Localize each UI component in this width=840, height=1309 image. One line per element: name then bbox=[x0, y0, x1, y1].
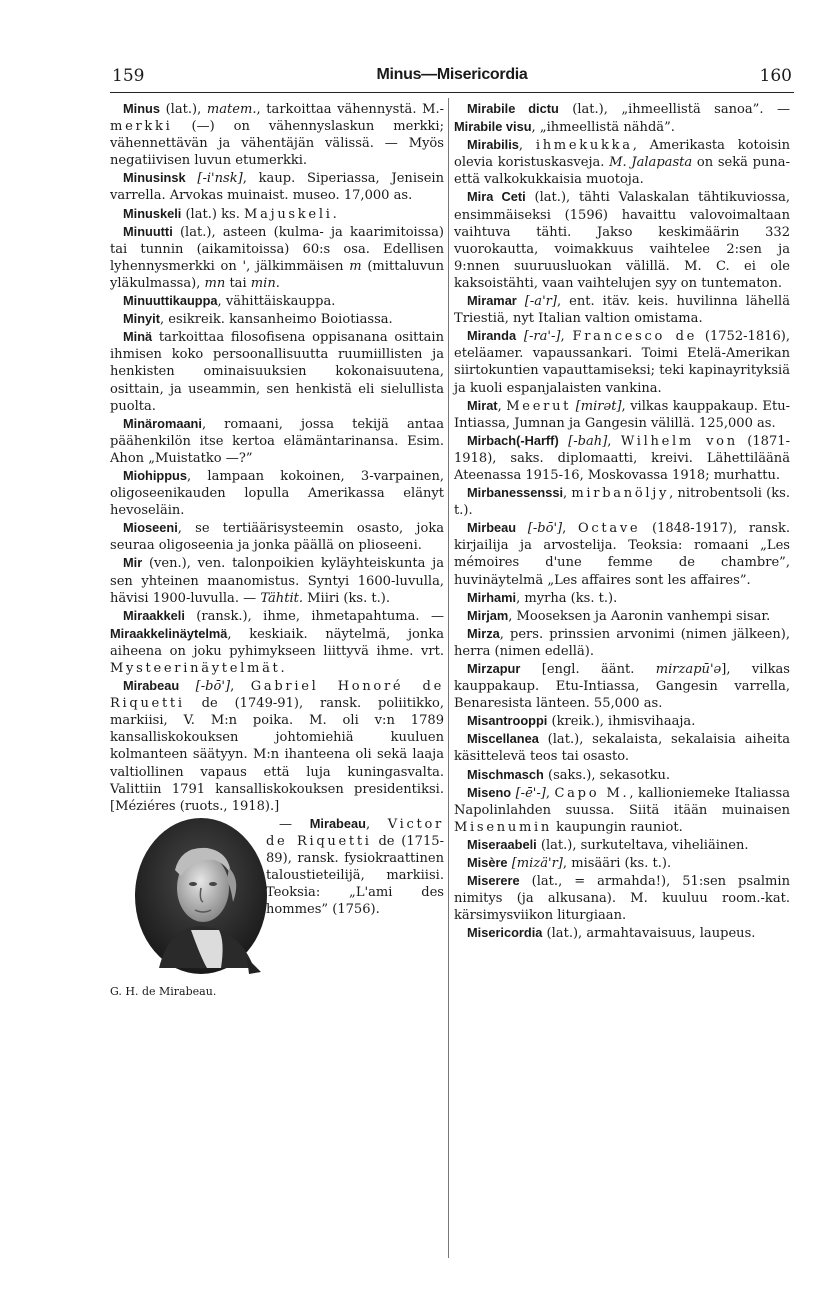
entry-miseraabeli: Miseraabeli (lat.), surkuteltava, viheliäinen. bbox=[467, 836, 749, 853]
page-number-right: 160 bbox=[759, 66, 792, 86]
entry-mirzapur: Mirzapur [engl. äänt. mirzapū'ə], vilkas kauppakaup. Etu-Intiassa, Gangesin varrella, Benaresista länteen. 55,000 as. bbox=[454, 661, 790, 712]
entry-mirbanessenssi: Mirbanessenssi, mirbanöljy, nitrobentsoli (ks. t.). bbox=[454, 485, 790, 519]
entry-miraakkeli: Miraakkeli (ransk.), ihme, ihmetapahtuma. — Miraakkelinäytelmä, keskiaik. näytelmä, jonka aiheena on joku pyhimykseen liittyvä ihme. vrt. Mysteerinäytelmät. bbox=[110, 607, 444, 676]
entry-miscellanea: Miscellanea (lat.), sekalaista, sekalaisia aiheita käsittelevä teos tai osasto. bbox=[454, 731, 790, 765]
entry-mir: Mir (ven.), ven. talonpoikien kyläyhteiskunta ja sen yhteinen maanomistus. Syntyi 1600-luvulla, hävisi 1900-luvulla. — Tähtit. Miiri (ks. t.). bbox=[110, 555, 444, 606]
entry-mira-ceti: Mira Ceti (lat.), tähti Valaskalan tähtikuviossa, ensimmäiseksi (1596) havaittu valovoimaltaan vaihtuva tähti. Jakso keskimäärin 332 vuorokautta, voimakkuus vaihtelee 2:sen ja 9:nnen suuruusluokan välillä. M. C. ei ole kaksoistähti, vaan vaihtelujen syy on tuntematon. bbox=[454, 189, 790, 291]
entry-mirza: Mirza, pers. prinssien arvonimi (nimen jälkeen), herra (nimen edellä). bbox=[454, 625, 790, 659]
right-column bbox=[454, 100, 790, 943]
entry-minuskeli: Minuskeli (lat.) ks. Majuskeli. bbox=[123, 205, 337, 222]
entry-mirabile-dictu: Mirabile dictu (lat.), „ihmeellistä sanoa”. — Mirabile visu, „ihmeellistä nähdä”. bbox=[454, 101, 790, 136]
entry-miramar: Miramar [-a'r], ent. itäv. keis. huvilinna lähellä Triestiä, nyt Italian valtion omistama. bbox=[454, 293, 790, 327]
entry-minuuttikauppa: Minuuttikauppa, vähittäiskauppa. bbox=[123, 293, 336, 310]
portrait-figure bbox=[110, 818, 260, 1000]
entry-minaromaani: Minäromaani, romaani, jossa tekijä antaa päähenkilön itse kertoa elämäntarinansa. Esim. Ahon „Muistatko —?” bbox=[110, 415, 444, 466]
entry-minuutti: Minuutti (lat.), asteen (kulma- ja kaarimitoissa) tai tunnin (aikamitoissa) 60:s osa. Edellisen lyhennysmerkki on ', jälkimmäisen m (mittaluvun yläkulmassa), mn tai min. bbox=[110, 223, 444, 291]
header-rule bbox=[110, 92, 794, 93]
entry-misantrooppi: Misantrooppi (kreik.), ihmisvihaaja. bbox=[467, 713, 696, 730]
entry-mirbach: Mirbach(-Harff) [-bah], Wilhelm von (1871-1918), saks. diplomaatti, kreivi. Lähettiläänä Ateenassa 1915-16, Moskovassa 1918; murhattu. bbox=[454, 432, 790, 483]
entry-miohippus: Miohippus, lampaan kokoinen, 3-varpainen, oligoseenikauden lopulla Amerikassa elänyt hevoseläin. bbox=[110, 467, 444, 519]
entry-minyit: Minyit, esikreik. kansanheimo Boiotiassa. bbox=[123, 311, 393, 328]
entry-mioseeni: Mioseeni, se tertiäärisysteemin osasto, joka seuraa oligoseenia ja jonka päällä on plioseeni. bbox=[110, 520, 444, 554]
entry-miseno: Miseno [-ē'-], Capo M., kallioniemeke Italiassa Napolinlahden suussa. Siitä itään muinaisen Misenumin kaupungin rauniot. bbox=[454, 784, 790, 835]
mirabeau-portrait-image bbox=[129, 818, 269, 978]
portrait-caption: G. H. de Mirabeau. bbox=[110, 984, 217, 998]
entry-minus: Minus (lat.), matem., tarkoittaa vähennystä. M.-merkki (—) on vähennyslaskun merkki; vähennettävän ja vähentäjän välissä. — Myös negatiivisen luvun etumerkki. bbox=[110, 101, 444, 169]
entry-mirjam: Mirjam, Mooseksen ja Aaronin vanhempi sisar. bbox=[467, 607, 771, 624]
entry-mirhami: Mirhami, myrha (ks. t.). bbox=[467, 589, 618, 606]
running-title: Minus—Misericordia bbox=[376, 66, 528, 83]
page-header bbox=[112, 66, 792, 88]
entry-misericordia: Misericordia (lat.), armahtavaisuus, laupeus. bbox=[467, 925, 756, 942]
entry-mirabilis: Mirabilis, ihmekukka, Amerikasta kotoisin olevia koristuskasveja. M. Jalapasta on sekä puna- että valkokukkaisia muotoja. bbox=[454, 137, 790, 188]
entry-mirat: Mirat, Meerut [mirət], vilkas kauppakaup. Etu-Intiassa, Jumnan ja Gangesin välillä. 125,000 as. bbox=[454, 397, 791, 431]
entry-minusinsk: Minusinsk [-i'nsk], kaup. Siperiassa, Jenisein varrella. Arvokas muinaist. museo. 17,000 as. bbox=[110, 170, 444, 204]
column-divider bbox=[448, 98, 449, 1258]
entry-mirbeau: Mirbeau [-bō'], Octave (1848-1917), ransk. kirjailija ja arvostelija. Teoksia: romaani „Les mémoires d'une femme de chambre”, huvinäytelmä „Les affaires sont les affaires”. bbox=[454, 520, 791, 588]
entry-mina: Minä tarkoittaa filosofisena oppisanana osittain ihmisen koko persoonallisuutta ruumiillisten ja henkisten ominaisuuksien kokonaisuutena, osittain, ja useammin, sen henkistä eli sielullista puolta. bbox=[110, 329, 444, 414]
entry-mirabeau-gabriel: Mirabeau [-bō'], Gabriel Honoré de Riquetti de (1749-91), ransk. poliitikko, markiisi, V. M:n poika. M. oli v:n 1789 kansalliskokouksen johtomiehiä kuuluen kolmanteen säätyyn. M:n ihanteena oli sekä laaja valtiollinen vapaus että luja kuningasvalta. Valittiin 1791 kansalliskokouksen presidentiksi. [Méziéres (ruots., 1918).] bbox=[110, 678, 445, 814]
entry-miranda: Miranda [-ra'-], Francesco de (1752-1816), eteläamer. vapaussankari. Toimi Etelä-Amerikan siirtokuntien vapauttamiseksi; teki kapinayrityksiä ja kuoli espanjalaisten vankina. bbox=[454, 328, 791, 396]
page-number-left: 159 bbox=[112, 66, 145, 86]
left-column bbox=[110, 100, 444, 1000]
entry-mischmasch: Mischmasch (saks.), sekasotku. bbox=[467, 766, 671, 783]
entry-miserere: Miserere (lat., = armahda!), 51:sen psalmin nimitys (ja alkusana). M. kuuluu room.-kat. kärsimysviikon liturgiaan. bbox=[454, 873, 790, 924]
entry-misere: Misère [mizä'r], misääri (ks. t.). bbox=[467, 855, 672, 872]
entry-mirabeau-victor: G. H. de Mirabeau. — Mirabeau, Victor de Riquetti de (1715-89), ransk. fysiokraattinen taloustieteilijä, markiisi. Teoksia: „L'ami des hommes” (1756). bbox=[110, 815, 444, 919]
